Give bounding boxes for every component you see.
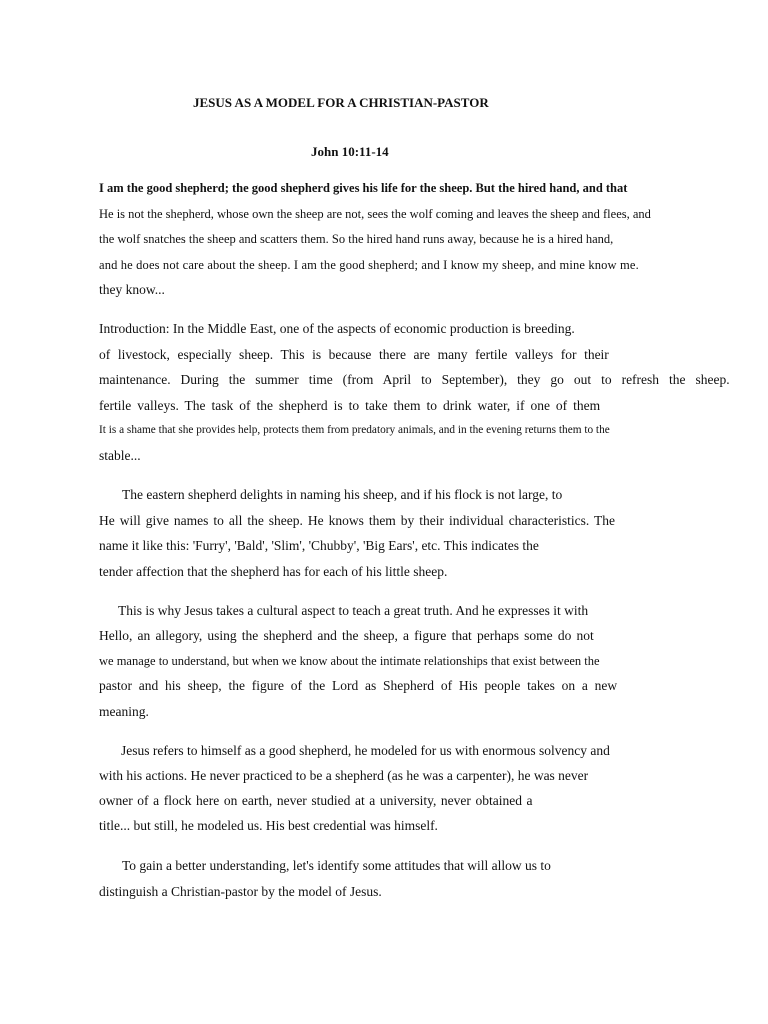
intro-line: stable...	[99, 448, 141, 463]
paragraph-line: To gain a better understanding, let's identify some attitudes that will allow us to	[122, 858, 551, 873]
scripture-line: and he does not care about the sheep. I am the good shepherd; and I know my sheep, and mine know me.	[99, 258, 639, 272]
paragraph-line: owner of a flock here on earth, never studied at a university, never obtained a	[99, 793, 533, 808]
scripture-line: the wolf snatches the sheep and scatters them. So the hired hand runs away, because he is a hired hand,	[99, 232, 614, 246]
scripture-line: I am the good shepherd; the good shepherd gives his life for the sheep. But the hired hand, and that	[99, 181, 628, 195]
paragraph-line: name it like this: 'Furry', 'Bald', 'Slim', 'Chubby', 'Big Ears', etc. This indicates the	[99, 538, 539, 553]
paragraph-line: meaning.	[99, 704, 149, 719]
scripture-line: He is not the shepherd, whose own the sheep are not, sees the wolf coming and leaves the sheep and flees, and	[99, 207, 651, 221]
paragraph-line: He will give names to all the sheep. He knows them by their individual characteristics. The	[99, 513, 615, 528]
intro-line: It is a shame that she provides help, protects them from predatory animals, and in the evening returns them to the	[99, 424, 610, 436]
scripture-reference: John 10:11-14	[311, 144, 389, 159]
document-title: JESUS AS A MODEL FOR A CHRISTIAN-PASTOR	[193, 95, 489, 110]
paragraph-line: Jesus refers to himself as a good shepherd, he modeled for us with enormous solvency and	[121, 743, 610, 758]
intro-line: Introduction: In the Middle East, one of the aspects of economic production is breeding.	[99, 321, 575, 336]
paragraph-line: tender affection that the shepherd has for each of his little sheep.	[99, 564, 448, 579]
paragraph-line: pastor and his sheep, the figure of the Lord as Shepherd of His people takes on a new	[99, 678, 618, 693]
intro-line: maintenance. During the summer time (from April to September), they go out to refresh the sheep.	[99, 372, 730, 387]
paragraph-line: Hello, an allegory, using the shepherd and the sheep, a figure that perhaps some do not	[99, 628, 594, 643]
intro-line: of livestock, especially sheep. This is because there are many fertile valleys for their	[99, 347, 609, 362]
paragraph-line: This is why Jesus takes a cultural aspect to teach a great truth. And he expresses it with	[118, 603, 589, 618]
paragraph-line: we manage to understand, but when we know about the intimate relationships that exist between the	[99, 654, 600, 668]
paragraph-line: distinguish a Christian-pastor by the model of Jesus.	[99, 884, 382, 899]
paragraph-line: The eastern shepherd delights in naming his sheep, and if his flock is not large, to	[122, 487, 563, 502]
scripture-line: they know...	[99, 282, 165, 297]
intro-line: fertile valleys. The task of the shepherd is to take them to drink water, if one of them	[99, 398, 601, 413]
paragraph-line: with his actions. He never practiced to be a shepherd (as he was a carpenter), he was never	[99, 768, 589, 783]
paragraph-line: title... but still, he modeled us. His best credential was himself.	[99, 818, 438, 833]
